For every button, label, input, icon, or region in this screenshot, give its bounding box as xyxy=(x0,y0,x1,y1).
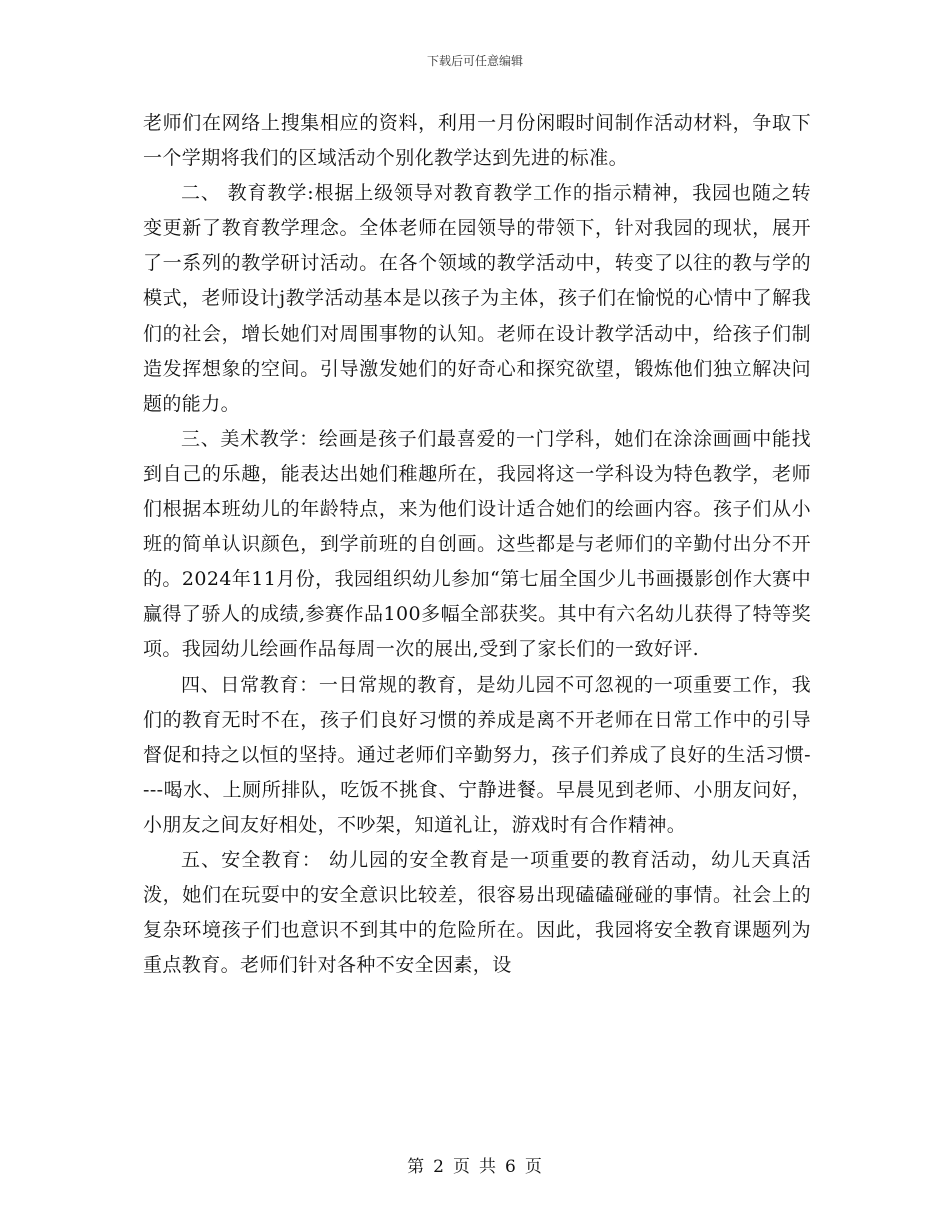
footer-total-word: 共 xyxy=(479,1157,497,1177)
footer-current-page: 2 xyxy=(433,1157,445,1177)
paragraph-safety: 五、安全教育： 幼儿园的安全教育是一项重要的教育活动，幼儿天真活泼，她们在玩耍中的安全意识比较差，很容易出现磕磕碰碰的事情。社会上的复杂环境孩子们也意识不到其中的危险所在。因此，我园将安全教育课题列为重点教育。老师们针对各种不安全因素，设 xyxy=(143,848,811,977)
paragraph-teaching: 二、 教育教学:根据上级领导对教育教学工作的指示精神，我园也随之转变更新了教育教学理念。全体老师在园领导的带领下，针对我园的现状，展开了一系列的教学研讨活动。在各个领域的教学活动中，转变了以往的教与学的模式，老师设计j教学活动基本是以孩子为主体，孩子们在愉悦的心情中了解我们的社会，增长她们对周围事物的认知。老师在设计教学活动中，给孩子们制造发挥想象的空间。引导激发她们的好奇心和探究欲望，锻炼他们独立解决问题的能力。 xyxy=(143,182,811,415)
footer-total-pages: 6 xyxy=(505,1157,517,1177)
header-note: 下载后可任意编辑 xyxy=(426,54,523,68)
paragraph-continuation: 老师们在网络上搜集相应的资料，利用一月份闲暇时间制作活动材料，争取下一个学期将我们的区域活动个别化教学达到先进的标准。 xyxy=(143,112,811,170)
page-number-footer xyxy=(0,1152,950,1177)
paragraph-daily: 四、日常教育：一日常规的教育，是幼儿园不可忽视的一项重要工作，我们的教育无时不在，孩子们良好习惯的养成是离不开老师在日常工作中的引导督促和持之以恒的坚持。通过老师们辛勤努力，孩子们养成了良好的生活习惯----喝水、上厕所排队，吃饭不挑食、宁静进餐。早晨见到老师、小朋友问好，小朋友之间友好相处，不吵架，知道礼让，游戏时有合作精神。 xyxy=(143,673,811,836)
footer-suffix: 页 xyxy=(524,1157,543,1177)
footer-page-word: 页 xyxy=(453,1157,471,1177)
footer-prefix: 第 xyxy=(407,1157,426,1177)
document-body xyxy=(143,106,811,983)
paragraph-art: 三、美术教学：绘画是孩子们最喜爱的一门学科，她们在涂涂画画中能找到自己的乐趣，能表达出她们稚趣所在，我园将这一学科设为特色教学，老师们根据本班幼儿的年龄特点，来为他们设计适合她们的绘画内容。孩子们从小班的简单认识颜色，到学前班的自创画。这些都是与老师们的辛勤付出分不开的。2024年11月份，我园组织幼儿参加“第七届全国少儿书画摄影创作大赛中赢得了骄人的成绩,参赛作品100多幅全部获奖。其中有六名幼儿获得了特等奖项。我园幼儿绘画作品每周一次的展出,受到了家长们的一致好评. xyxy=(143,427,811,661)
